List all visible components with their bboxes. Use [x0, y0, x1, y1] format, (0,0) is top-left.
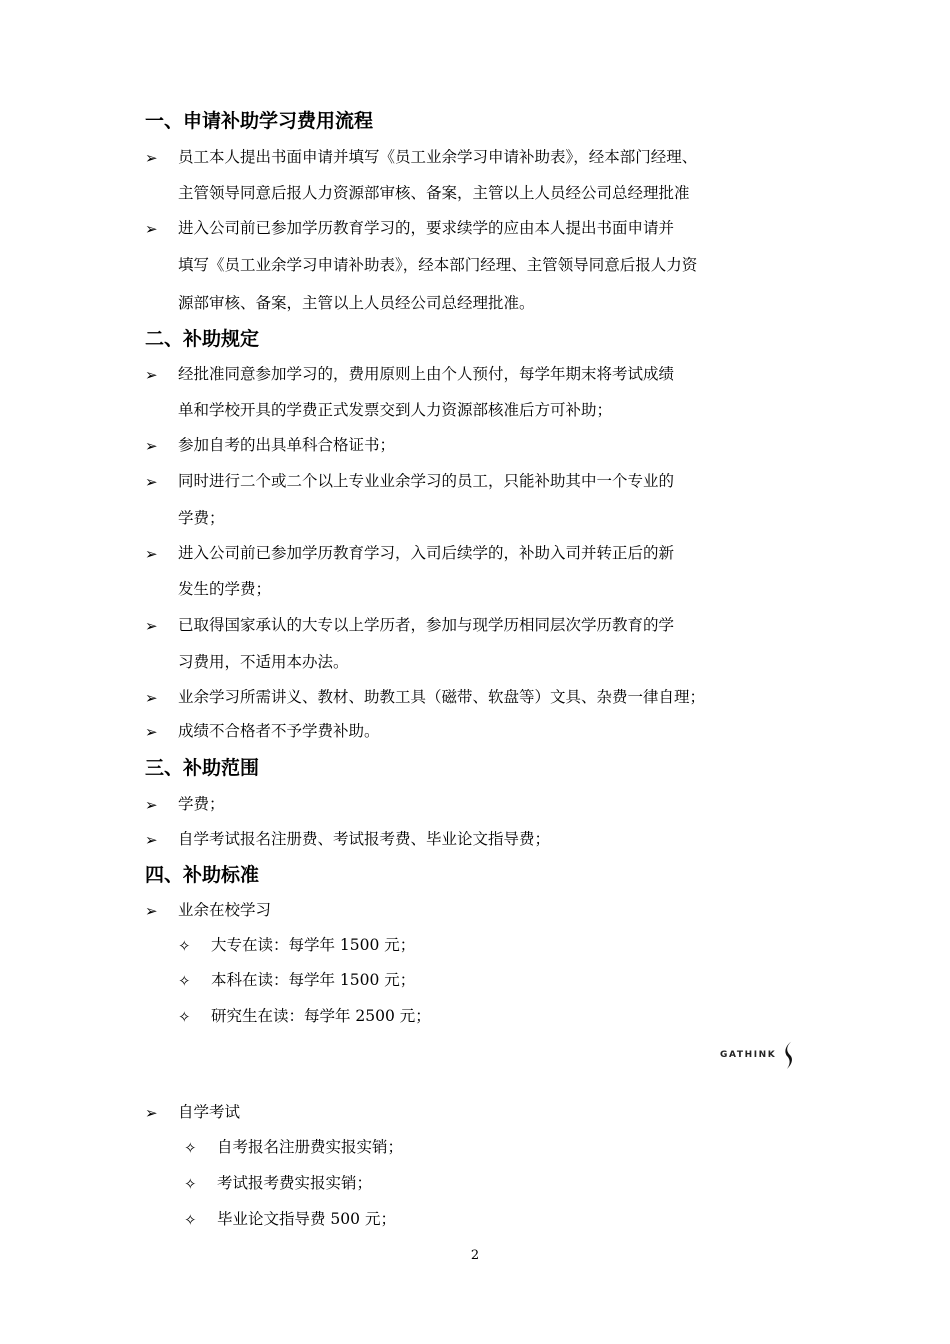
list-item-line: 单和学校开具的学费正式发票交到人力资源部核准后方可补助；: [178, 401, 613, 419]
list-item-line: 自学考试: [178, 1103, 241, 1121]
bullet-icon: ➢: [145, 617, 158, 635]
list-item-line: 经批准同意参加学习的，费用原则上由个人预付，每学年期末将考试成绩: [178, 365, 675, 383]
sub-bullet-icon: ✧: [184, 1175, 197, 1193]
list-item-line: 学费；: [178, 795, 225, 813]
list-item-line: 同时进行二个或二个以上专业业余学习的员工，只能补助其中一个专业的: [178, 472, 675, 490]
section-heading-2: 二、补助规定: [145, 328, 260, 350]
list-item-line: 自学考试报名注册费、考试报考费、毕业论文指导费；: [178, 830, 551, 848]
list-item-line: 源部审核、备案，主管以上人员经公司总经理批准。: [178, 294, 535, 312]
list-item-line: 发生的学费；: [178, 580, 272, 598]
bullet-icon: ➢: [145, 545, 158, 563]
sub-list-item: 毕业论文指导费 500 元；: [217, 1210, 396, 1228]
sub-list-item: 大专在读：每学年 1500 元；: [211, 936, 416, 954]
bullet-icon: ➢: [145, 723, 158, 741]
list-item-line: 进入公司前已参加学历教育学习的，要求续学的应由本人提出书面申请并: [178, 219, 675, 237]
sub-bullet-icon: ✧: [184, 1211, 197, 1229]
list-item-line: 业余学习所需讲义、教材、助教工具（磁带、软盘等）文具、杂费一律自理；: [178, 688, 706, 706]
bullet-icon: ➢: [145, 149, 158, 167]
sub-list-item: 研究生在读：每学年 2500 元；: [211, 1007, 431, 1025]
bullet-icon: ➢: [145, 902, 158, 920]
bullet-icon: ➢: [145, 220, 158, 238]
bullet-icon: ➢: [145, 831, 158, 849]
logo-swoosh-icon: [782, 1040, 796, 1070]
bullet-icon: ➢: [145, 366, 158, 384]
list-item-line: 已取得国家承认的大专以上学历者，参加与现学历相同层次学历教育的学: [178, 616, 675, 634]
bullet-icon: ➢: [145, 437, 158, 455]
list-item-line: 主管领导同意后报人力资源部审核、备案，主管以上人员经公司总经理批准: [178, 184, 690, 202]
bullet-icon: ➢: [145, 1104, 158, 1122]
section-heading-3: 三、补助范围: [145, 757, 260, 779]
sub-list-item: 本科在读：每学年 1500 元；: [211, 971, 416, 989]
list-item-line: 员工本人提出书面申请并填写《员工业余学习申请补助表》，经本部门经理、: [178, 148, 698, 166]
list-item-line: 进入公司前已参加学历教育学习，入司后续学的，补助入司并转正后的新: [178, 544, 675, 562]
sub-list-item: 自考报名注册费实报实销；: [217, 1138, 404, 1156]
list-item-line: 习费用，不适用本办法。: [178, 653, 349, 671]
list-item-line: 参加自考的出具单科合格证书；: [178, 436, 396, 454]
bullet-icon: ➢: [145, 689, 158, 707]
list-item-line: 学费；: [178, 509, 225, 527]
page-number: 2: [470, 1248, 480, 1263]
sub-bullet-icon: ✧: [178, 937, 191, 955]
sub-bullet-icon: ✧: [184, 1139, 197, 1157]
gathink-logo: [720, 1040, 796, 1070]
section-heading-1: 一、申请补助学习费用流程: [145, 110, 374, 132]
logo-text: GATHINK: [720, 1050, 777, 1060]
list-item-line: 成绩不合格者不予学费补助。: [178, 722, 380, 740]
sub-list-item: 考试报考费实报实销；: [217, 1174, 373, 1192]
section-heading-4: 四、补助标准: [145, 864, 260, 886]
list-item-line: 业余在校学习: [178, 901, 272, 919]
sub-bullet-icon: ✧: [178, 1008, 191, 1026]
sub-bullet-icon: ✧: [178, 972, 191, 990]
bullet-icon: ➢: [145, 796, 158, 814]
list-item-line: 填写《员工业余学习申请补助表》，经本部门经理、主管领导同意后报人力资: [178, 256, 698, 274]
bullet-icon: ➢: [145, 473, 158, 491]
